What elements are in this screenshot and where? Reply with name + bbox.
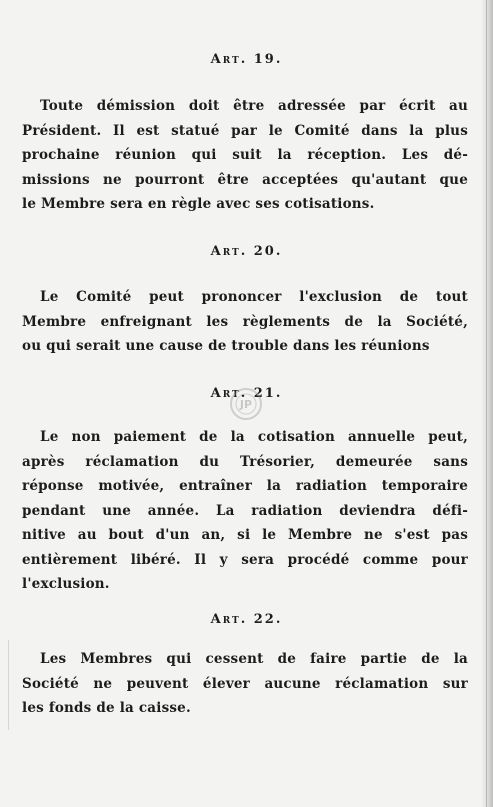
article-20-heading: Art. 20. xyxy=(210,244,283,259)
article-21-line-7: l'exclusion. xyxy=(22,576,110,592)
article-19-text xyxy=(22,94,468,217)
article-20-line-1: Le Comité peut prononcer l'exclusion de tout xyxy=(40,289,468,305)
article-22-line-1: Les Membres qui cessent de faire partie de la xyxy=(40,651,468,667)
article-21-line-5: nitive au bout d'un an, si le Membre ne s'est pas xyxy=(22,527,468,543)
article-21-text xyxy=(22,425,468,597)
scan-edge-shadow xyxy=(481,0,493,807)
article-19-line-3: prochaine réunion qui suit la réception. Les dé- xyxy=(22,147,468,163)
scan-edge-line xyxy=(486,0,487,807)
article-19-line-5: le Membre sera en règle avec ses cotisations. xyxy=(22,196,375,212)
article-21-line-2: après réclamation du Trésorier, demeurée sans xyxy=(22,453,468,470)
article-22-text xyxy=(22,647,468,721)
article-20-text xyxy=(22,285,468,359)
article-22-line-2: Société ne peuvent élever aucune réclamation sur xyxy=(22,675,468,692)
article-21-heading: Art. 21. xyxy=(210,386,283,401)
article-19-heading: Art. 19. xyxy=(210,52,283,67)
article-20-line-3: ou qui serait une cause de trouble dans les réunions xyxy=(22,338,430,354)
watermark-text: JP xyxy=(239,398,253,411)
article-19-line-4: missions ne pourront être acceptées qu'autant que xyxy=(22,171,468,188)
article-21-line-4: pendant une année. La radiation deviendra défi- xyxy=(22,502,468,519)
article-22-line-3: les fonds de la caisse. xyxy=(22,700,191,716)
watermark-seal xyxy=(223,384,269,424)
article-19-line-2: Président. Il est statué par le Comité dans la plus xyxy=(22,122,468,139)
scan-left-mark xyxy=(8,640,9,730)
article-21-line-1: Le non paiement de la cotisation annuelle peut, xyxy=(40,429,468,445)
article-22-heading: Art. 22. xyxy=(210,612,283,627)
article-20-line-2: Membre enfreignant les règlements de la Société, xyxy=(22,313,468,330)
article-21-line-6: entièrement libéré. Il y sera procédé comme pour xyxy=(22,551,468,568)
article-19-line-1: Toute démission doit être adressée par écrit au xyxy=(40,98,468,114)
article-21-line-3: réponse motivée, entraîner la radiation temporaire xyxy=(22,478,468,494)
